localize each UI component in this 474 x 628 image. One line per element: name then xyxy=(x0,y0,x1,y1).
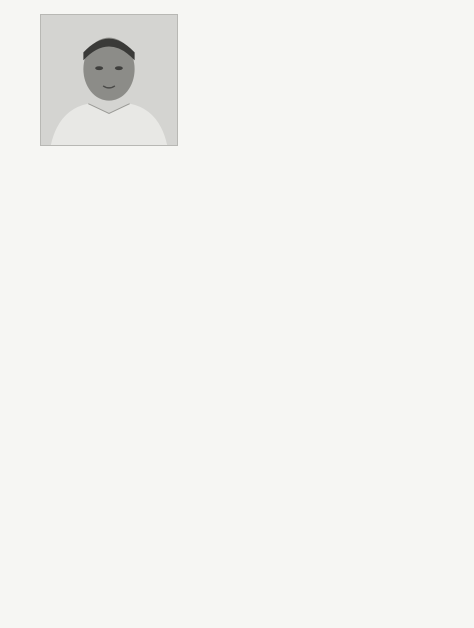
portrait-photo xyxy=(40,14,178,146)
portrait-block xyxy=(40,14,180,160)
intro-text xyxy=(190,14,438,160)
portrait-image xyxy=(41,15,177,145)
header-section xyxy=(40,14,438,160)
photo-caption xyxy=(40,149,180,160)
